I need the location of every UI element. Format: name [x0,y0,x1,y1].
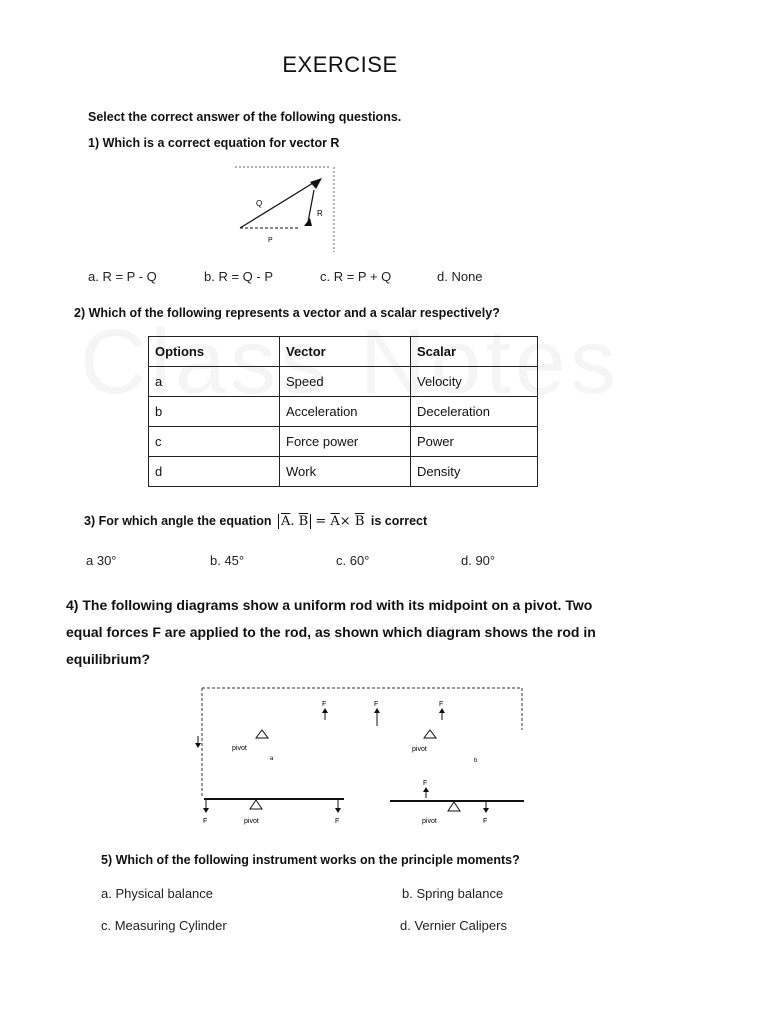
q1-option-d[interactable]: d. None [437,269,483,284]
pivot-icon [250,800,262,809]
pivot-label: pivot [422,818,437,825]
table-row[interactable] [149,367,538,397]
cell-option: c [149,427,280,457]
equation: $\overline{A}$. $\overline{B} = \overline{A}\times \overline{B}$ [278,514,364,529]
force-label: F [374,701,379,708]
force-label: F [483,818,488,825]
q5-option-d[interactable]: d. Vernier Calipers [400,918,507,933]
pivot-icon [448,802,460,811]
arrow-head-icon [335,808,341,813]
q5-option-a[interactable]: a. Physical balance [101,886,214,901]
arrow-head-icon [423,787,429,792]
header-options: Options [149,337,280,367]
page-title: EXERCISE [282,52,398,77]
pivot-icon [424,730,436,738]
question-4-line: equilibrium? [66,651,150,667]
q3-option-d[interactable]: d. 90° [461,553,496,568]
q5-option-b[interactable]: b. Spring balance [402,886,504,901]
arrow-head-icon [374,708,380,713]
cell-scalar: Velocity [411,367,538,397]
diagram-label-a: a [270,756,274,762]
question-5: 5) Which of the following instrument works on the principle moments? [101,853,520,867]
cell-vector: Speed [280,367,411,397]
q1-option-b[interactable]: b. R = Q - P [204,269,273,284]
arrow-head-icon [439,708,445,713]
question-3-suffix: is correct [370,514,428,528]
cell-option: a [149,367,280,397]
table-row[interactable] [149,427,538,457]
question-4-line: equal forces F are applied to the rod, as shown which diagram shows the rod in [66,624,596,640]
pivot-label: pivot [244,818,259,825]
q3-option-b[interactable]: b. 45° [210,553,245,568]
cell-scalar: Density [411,457,538,487]
arrow-head-icon [483,808,489,813]
arrow-head-icon [203,808,209,813]
vector-diagram [230,160,340,255]
q3-option-c[interactable]: c. 60° [336,553,370,568]
cell-scalar: Power [411,427,538,457]
cell-vector: Acceleration [280,397,411,427]
question-3-prefix: 3) For which angle the equation [84,514,272,528]
label-p: P [268,237,273,244]
label-r: R [317,209,323,218]
rod-pivot-diagram [194,684,530,830]
force-label: F [203,818,208,825]
header-scalar: Scalar [411,337,538,367]
label-q: Q [256,199,263,208]
arrow-head-icon [310,178,322,189]
q1-option-a[interactable]: a. R = P - Q [88,269,157,284]
arrow-head-icon [322,708,328,713]
vector-q-line [240,180,318,228]
q5-option-c[interactable]: c. Measuring Cylinder [101,918,227,933]
cell-option: b [149,397,280,427]
question-3 [84,514,427,529]
q3-option-a[interactable]: a 30° [86,553,117,568]
pivot-label: pivot [412,746,427,753]
cell-scalar: Deceleration [411,397,538,427]
question-4 [66,592,746,673]
force-label: F [439,701,444,708]
instruction: Select the correct answer of the following questions. [88,110,402,124]
vector-r-line [308,190,314,222]
table-row[interactable] [149,397,538,427]
diagram-label-b: b [474,758,478,764]
force-label: F [322,701,327,708]
header-vector: Vector [280,337,411,367]
force-label: F [335,818,340,825]
question-2: 2) Which of the following represents a vector and a scalar respectively? [74,306,500,320]
q1-option-c[interactable]: c. R = P + Q [320,269,392,284]
table-row[interactable] [149,457,538,487]
arrow-head-icon [195,743,201,748]
vector-scalar-table [148,336,538,487]
pivot-icon [256,730,268,738]
pivot-label: pivot [232,745,247,752]
cell-vector: Work [280,457,411,487]
question-4-line: 4) The following diagrams show a uniform rod with its midpoint on a pivot. Two [66,597,593,613]
question-1: 1) Which is a correct equation for vector R [88,136,340,150]
cell-option: d [149,457,280,487]
cell-vector: Force power [280,427,411,457]
force-label: F [423,780,428,787]
table-header-row [149,337,538,367]
